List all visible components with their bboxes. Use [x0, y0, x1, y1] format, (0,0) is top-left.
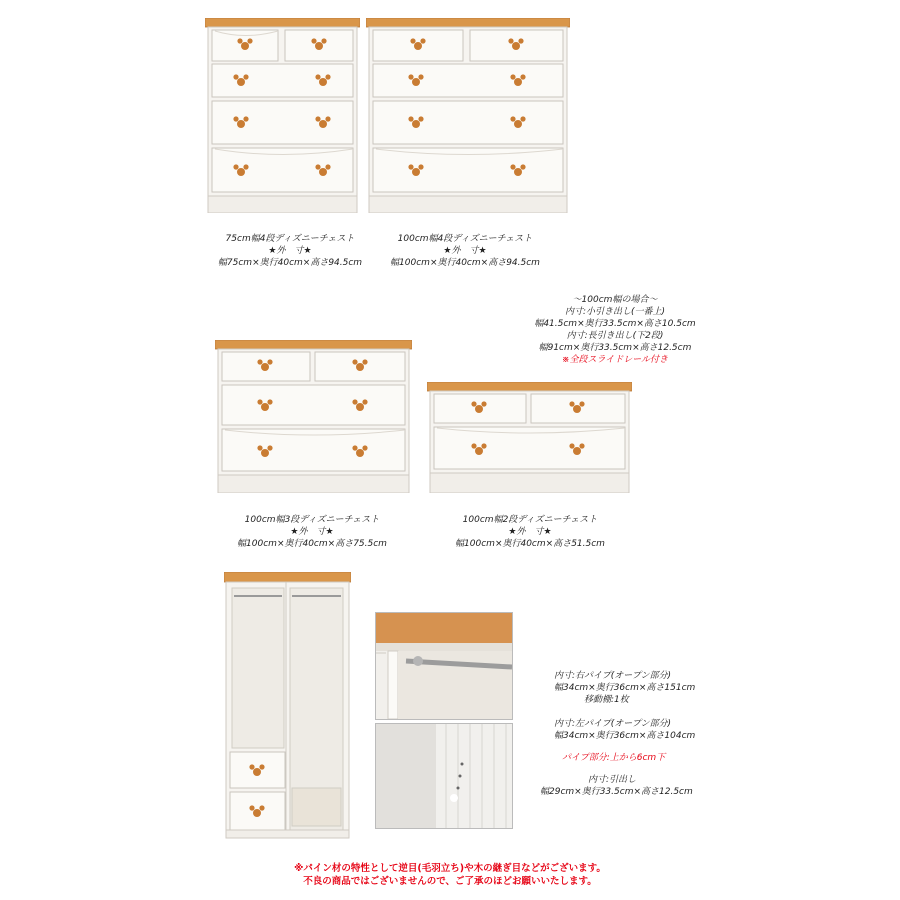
right-pipe-title: 内寸:右パイプ(オープン部分): [554, 671, 671, 681]
caption-label: ★外 寸★: [508, 527, 552, 537]
drawer-size: 幅29cm×奥行33.5cm×高さ12.5cm: [540, 787, 693, 797]
caption-chest-100-2: [440, 514, 620, 550]
caption-label: ★外 寸★: [290, 527, 334, 537]
inner-100-line: 内寸:長引き出し(下2段): [566, 331, 664, 341]
wardrobe-spec: [540, 670, 740, 798]
caption-size: 幅75cm×奥行40cm×高さ94.5cm: [217, 258, 363, 268]
caption-title: 100cm幅3段ディズニーチェスト: [244, 515, 380, 525]
chest-100-2-image: [427, 382, 632, 493]
left-pipe-title: 内寸:左パイプ(オープン部分): [554, 719, 671, 729]
left-pipe-spec: [540, 718, 740, 742]
right-pipe-shelf: 移動棚:1枚: [584, 695, 629, 705]
chest-100-3-image: [215, 340, 412, 493]
chest-75-4-image: [205, 18, 360, 213]
inner-100-spec: [530, 294, 700, 366]
caption-chest-100-3: [222, 514, 402, 550]
caption-size: 幅100cm×奥行40cm×高さ51.5cm: [455, 539, 605, 549]
shelf-detail-photo: [375, 723, 513, 829]
slide-rail-note: ※全段スライドレール付き: [561, 355, 669, 365]
footer-line: 不良の商品ではございませんので、ご了承のほどお願いいたします。: [303, 876, 597, 887]
caption-title: 75cm幅4段ディズニーチェスト: [225, 234, 355, 244]
pipe-detail-photo: [375, 612, 513, 720]
right-pipe-spec: [540, 670, 740, 706]
inner-100-heading: ～100cm幅の場合～: [572, 295, 658, 305]
wardrobe-image: [224, 572, 351, 844]
chest-100-4-image: [366, 18, 570, 213]
pipe-position-note: パイプ部分:上から6cm下: [562, 753, 666, 763]
caption-title: 100cm幅2段ディズニーチェスト: [462, 515, 598, 525]
inner-100-line: 幅41.5cm×奥行33.5cm×高さ10.5cm: [534, 319, 696, 329]
caption-chest-75-4: [200, 233, 380, 269]
caption-label: ★外 寸★: [268, 246, 312, 256]
inner-100-line: 幅91cm×奥行33.5cm×高さ12.5cm: [538, 343, 692, 353]
footer-line: ※パイン材の特性として逆目(毛羽立ち)や木の継ぎ目などがございます。: [294, 863, 606, 874]
caption-chest-100-4: [375, 233, 555, 269]
drawer-spec: [540, 774, 740, 798]
caption-label: ★外 寸★: [443, 246, 487, 256]
inner-100-line: 内寸:小引き出し(一番上): [564, 307, 666, 317]
right-pipe-size: 幅34cm×奥行36cm×高さ151cm: [554, 683, 696, 693]
drawer-title: 内寸:引出し: [588, 775, 637, 785]
caption-title: 100cm幅4段ディズニーチェスト: [397, 234, 533, 244]
left-pipe-size: 幅34cm×奥行36cm×高さ104cm: [554, 731, 696, 741]
caption-size: 幅100cm×奥行40cm×高さ75.5cm: [237, 539, 387, 549]
caption-size: 幅100cm×奥行40cm×高さ94.5cm: [390, 258, 540, 268]
pine-material-note: [0, 862, 900, 888]
